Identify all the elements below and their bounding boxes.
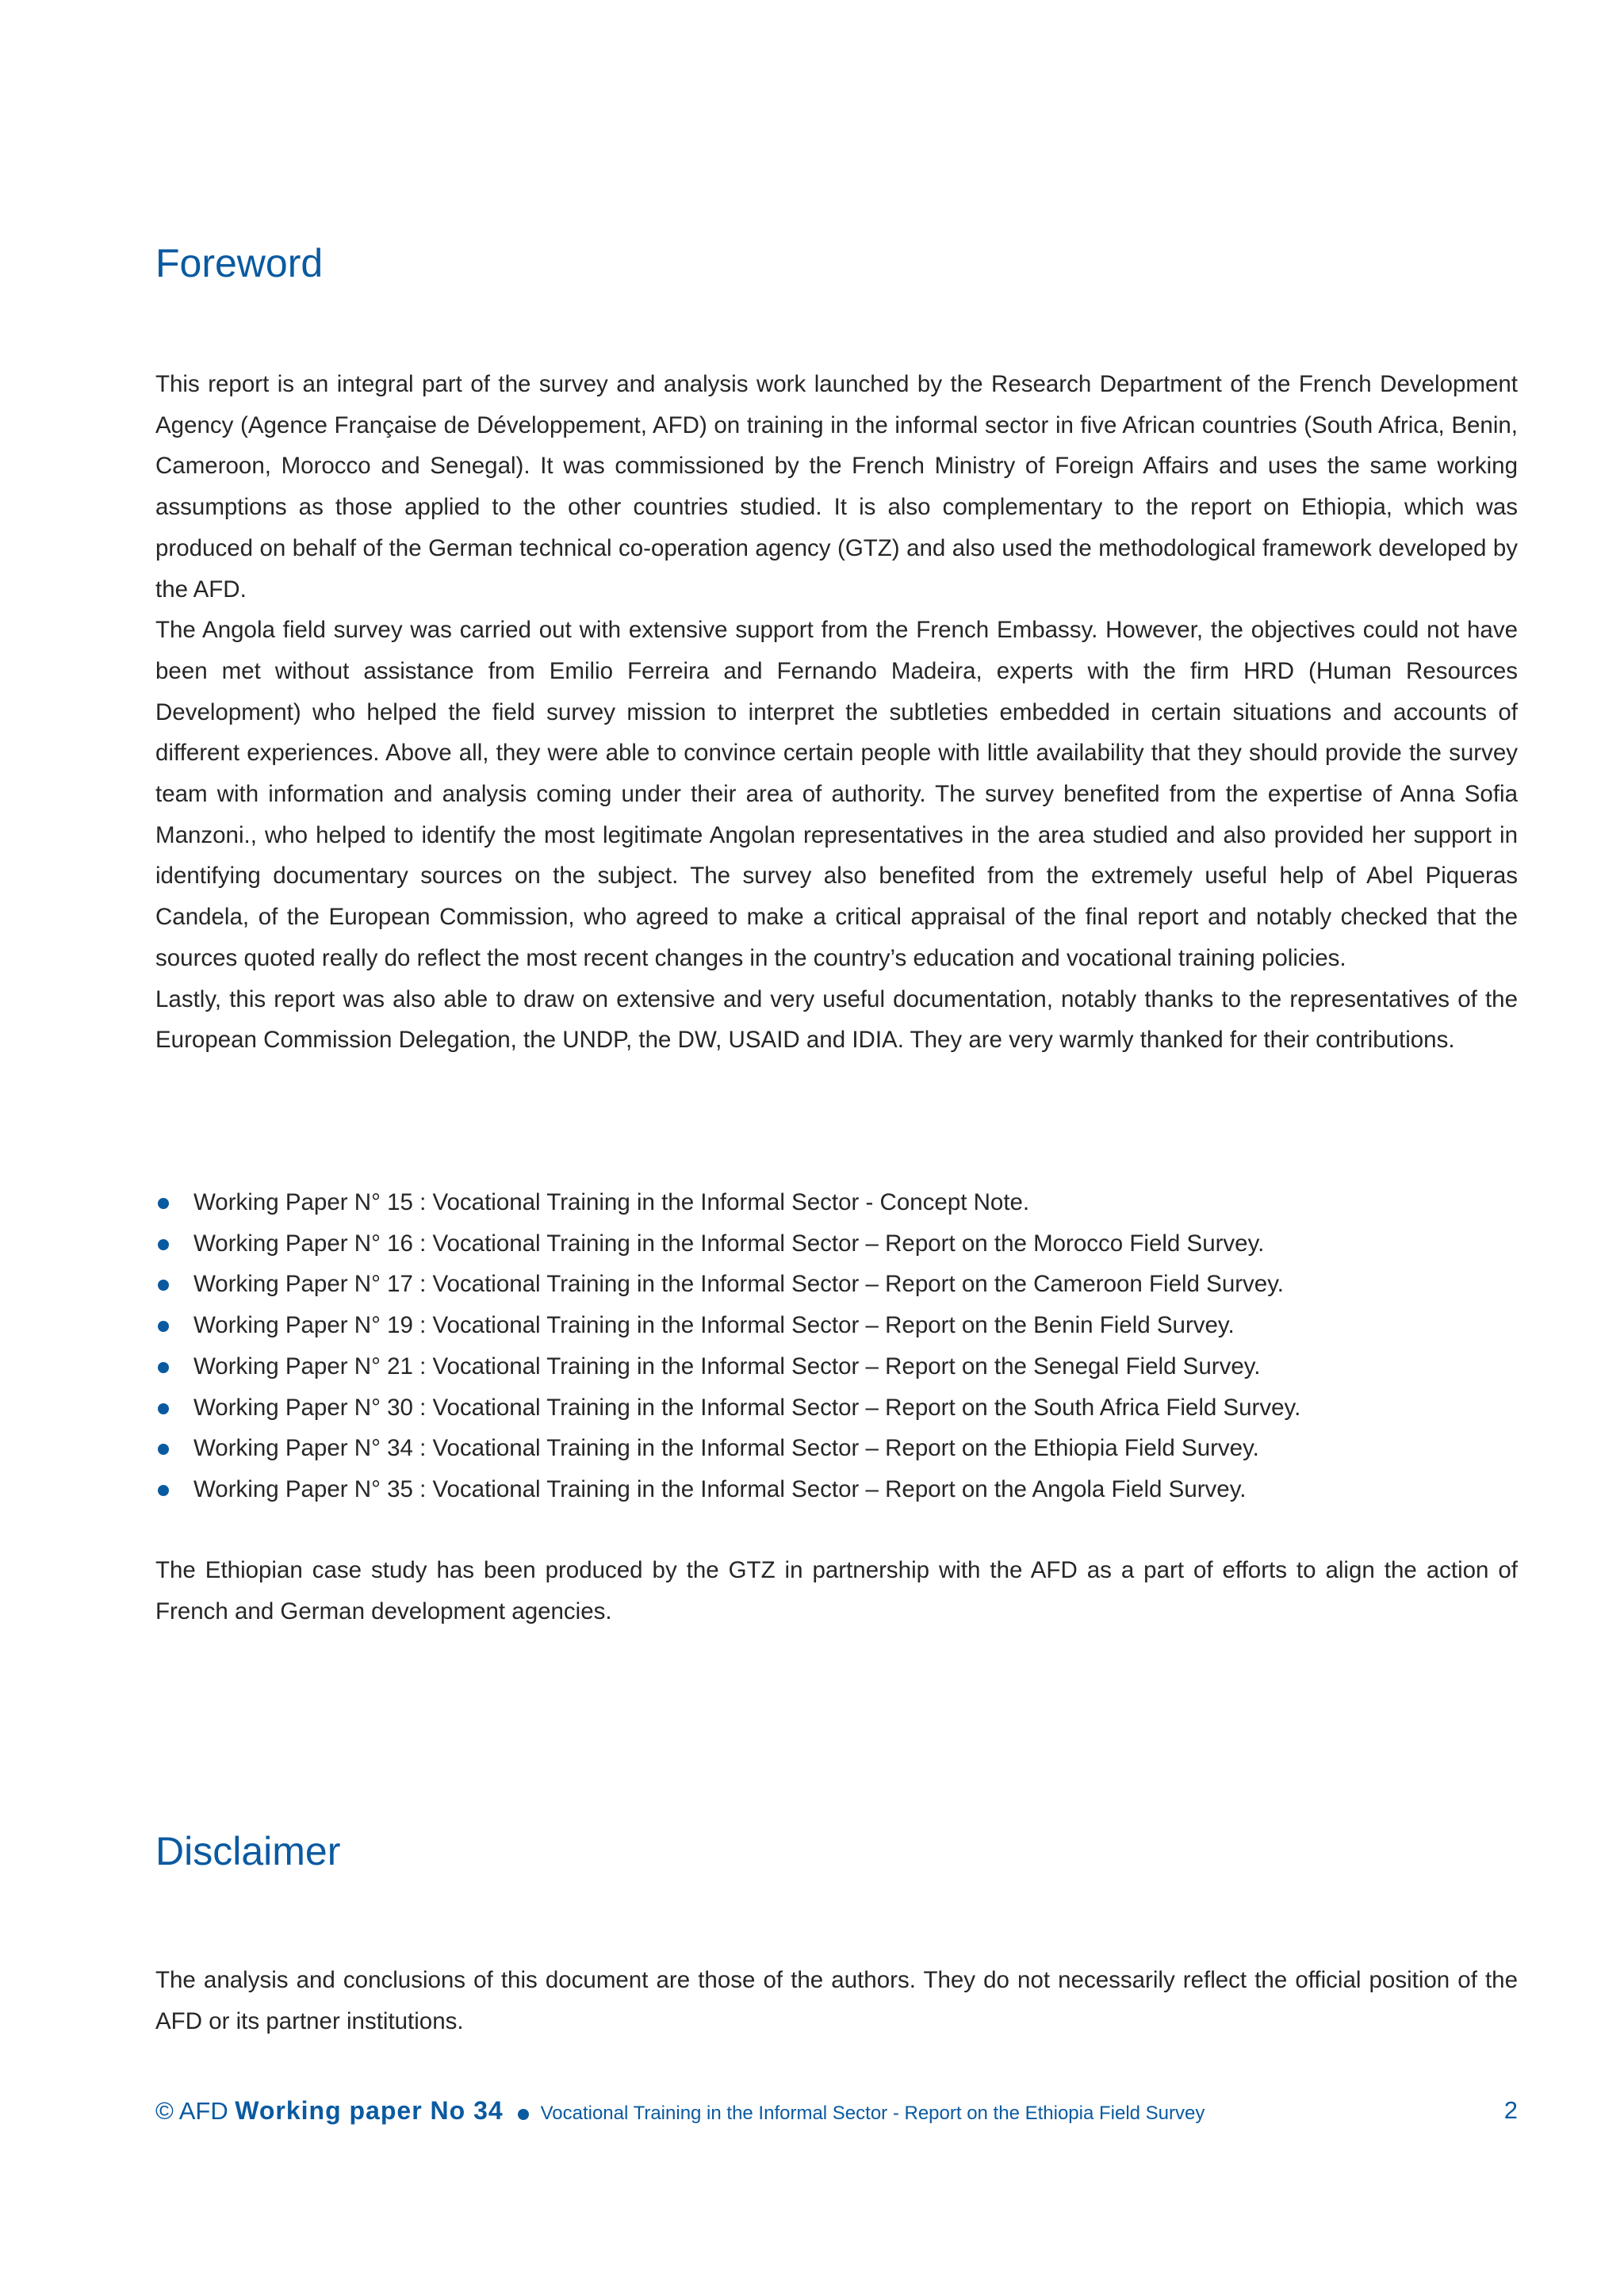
working-papers-list (155, 1182, 1518, 1510)
list-item-text: Working Paper N° 19 : Vocational Training in the Informal Sector – Report on the Benin Field Survey. (193, 1312, 1235, 1339)
list-item-text: Working Paper N° 21 : Vocational Training in the Informal Sector – Report on the Senegal Field Survey. (193, 1353, 1261, 1380)
disclaimer-paragraph: The analysis and conclusions of this document are those of the authors. They do not necessarily reflect the official position of the AFD or its partner institutions. (155, 1967, 1518, 2034)
list-item-text: Working Paper N° 30 : Vocational Training in the Informal Sector – Report on the South Africa Field Survey. (193, 1394, 1301, 1421)
foreword-heading: Foreword (155, 241, 324, 285)
footer-bullet-icon (518, 2109, 529, 2120)
bullet-icon (158, 1403, 169, 1414)
page-footer (155, 2096, 1518, 2131)
list-item-text: Working Paper N° 34 : Vocational Training in the Informal Sector – Report on the Ethiopia Field Survey. (193, 1435, 1259, 1462)
bullet-icon (158, 1485, 169, 1496)
list-item (155, 1387, 1518, 1429)
list-item (155, 1469, 1518, 1510)
bullet-icon (158, 1280, 169, 1291)
footer-copyright: © AFD (155, 2097, 228, 2125)
list-item (155, 1182, 1518, 1223)
list-item-text: Working Paper N° 15 : Vocational Training in the Informal Sector - Concept Note. (193, 1189, 1030, 1215)
footer-subtitle: Vocational Training in the Informal Sector - Report on the Ethiopia Field Survey (540, 2103, 1205, 2124)
ethiopian-case-study-note (155, 1550, 1518, 1632)
list-item (155, 1223, 1518, 1265)
foreword-paragraph: Lastly, this report was also able to draw on extensive and very useful documentation, notably thanks to the representatives of the European Commission Delegation, the UNDP, the DW, USAID and IDIA. They are very warmly thanked for their contributions. (155, 985, 1518, 1054)
footer-series-title: Working paper No 34 (235, 2096, 504, 2125)
bullet-icon (158, 1198, 169, 1209)
foreword-body (155, 364, 1518, 1061)
bullet-icon (158, 1239, 169, 1250)
list-item-text: Working Paper N° 17 : Vocational Training in the Informal Sector – Report on the Cameroon Field Survey. (193, 1271, 1284, 1298)
list-item-text: Working Paper N° 35 : Vocational Training in the Informal Sector – Report on the Angola Field Survey. (193, 1475, 1247, 1502)
note-paragraph: The Ethiopian case study has been produced by the GTZ in partnership with the AFD as a part of efforts to align the action of French and German development agencies. (155, 1557, 1518, 1624)
disclaimer-body (155, 1960, 1518, 2042)
list-item-text: Working Paper N° 16 : Vocational Training in the Informal Sector – Report on the Morocco Field Survey. (193, 1230, 1265, 1257)
foreword-paragraph: The Angola field survey was carried out with extensive support from the French Embassy. However, the objectives could not have been met without assistance from Emilio Ferreira and Fernando Madeira, experts with the firm HRD (Human Resources Development) who helped the field survey mission to interpret the subtleties embedded in certain situations and accounts of different experiences. Above all, they were able to convince certain people with little availability that they should provide the survey team with information and analysis coming under their area of authority. The survey benefited from the expertise of Anna Sofia Manzoni., who helped to identify the most legitimate Angolan representatives in the area studied and also provided her support in identifying documentary sources on the subject. The survey also benefited from the extremely useful help of Abel Piqueras Candela, of the European Commission, who agreed to make a critical appraisal of the final report and notably checked that the sources quoted really do reflect the most recent changes in the country’s education and vocational training policies. (155, 617, 1518, 971)
list-item (155, 1346, 1518, 1387)
list-item (155, 1305, 1518, 1346)
page-number: 2 (1503, 2096, 1518, 2124)
bullet-icon (158, 1321, 169, 1332)
bullet-icon (158, 1362, 169, 1373)
bullet-icon (158, 1444, 169, 1455)
list-item (155, 1428, 1518, 1469)
list-item (155, 1264, 1518, 1305)
foreword-paragraph: This report is an integral part of the survey and analysis work launched by the Research Department of the French Development Agency (Agence Française de Développement, AFD) on training in the informal sector in five African countries (South Africa, Benin, Cameroon, Morocco and Senegal). It was commissioned by the French Ministry of Foreign Affairs and uses the same working assumptions as those applied to the other countries studied. It is also complementary to the report on Ethiopia, which was produced on behalf of the German technical co-operation agency (GTZ) and also used the methodological framework developed by the AFD. (155, 371, 1518, 603)
disclaimer-heading: Disclaimer (155, 1829, 341, 1873)
